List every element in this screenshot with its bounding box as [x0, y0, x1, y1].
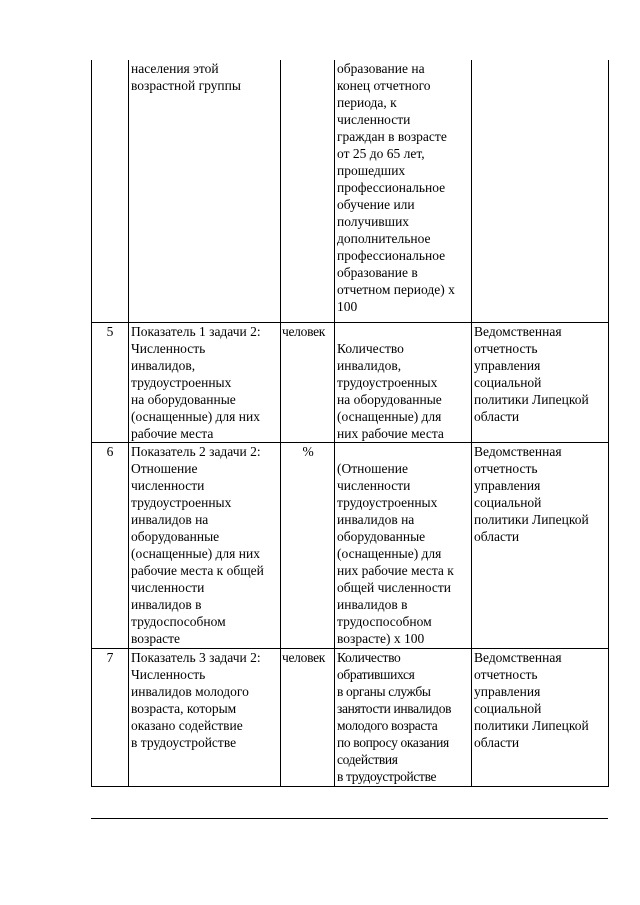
source-cell: Ведомственная отчетность управления социальной политики Липецкой области — [472, 648, 609, 786]
unit-cell — [281, 60, 335, 322]
unit-cell: % — [281, 442, 335, 648]
source-cell: Ведомственная отчетность управления социальной политики Липецкой области — [472, 322, 609, 442]
row-number: 6 — [92, 442, 129, 648]
indicators-table-grid — [91, 60, 609, 787]
source-cell — [472, 60, 609, 322]
footnote-separator — [91, 818, 608, 819]
unit-cell: человек — [281, 648, 335, 786]
formula-cell: образование на конец отчетного периода, к численности граждан в возрасте от 25 до 65 лет, прошедших профессиональное обучение или получивших дополнительное профессиональное образование в отчетном периоде) x 100 — [335, 60, 472, 322]
indicator-cell: населения этой возрастной группы — [129, 60, 281, 322]
indicator-cell: Показатель 2 задачи 2: Отношение численности трудоустроенных инвалидов на оборудованные (оснащенные) для них рабочие места к общей численности инвалидов в трудоспособном возрасте — [129, 442, 281, 648]
table-row — [92, 648, 609, 786]
indicator-cell: Показатель 1 задачи 2: Численность инвалидов, трудоустроенных на оборудованные (оснащенные) для них рабочие места — [129, 322, 281, 442]
formula-cell: Количество инвалидов, трудоустроенных на оборудованные (оснащенные) для них рабочие места — [335, 322, 472, 442]
indicators-table — [91, 60, 608, 787]
source-cell: Ведомственная отчетность управления социальной политики Липецкой области — [472, 442, 609, 648]
row-number: 7 — [92, 648, 129, 786]
formula-cell: (Отношение численности трудоустроенных инвалидов на оборудованные (оснащенные) для них рабочие места к общей численности инвалидов в трудоспособном возрасте) x 100 — [335, 442, 472, 648]
table-row — [92, 322, 609, 442]
table-row — [92, 60, 609, 322]
unit-cell: человек — [281, 322, 335, 442]
indicator-cell: Показатель 3 задачи 2: Численность инвалидов молодого возраста, которым оказано содействие в трудоустройстве — [129, 648, 281, 786]
row-number — [92, 60, 129, 322]
row-number: 5 — [92, 322, 129, 442]
formula-cell: Количество обратившихся в органы службы занятости инвалидов молодого возраста по вопросу оказания содействия в трудоустройстве — [335, 648, 472, 786]
table-row — [92, 442, 609, 648]
